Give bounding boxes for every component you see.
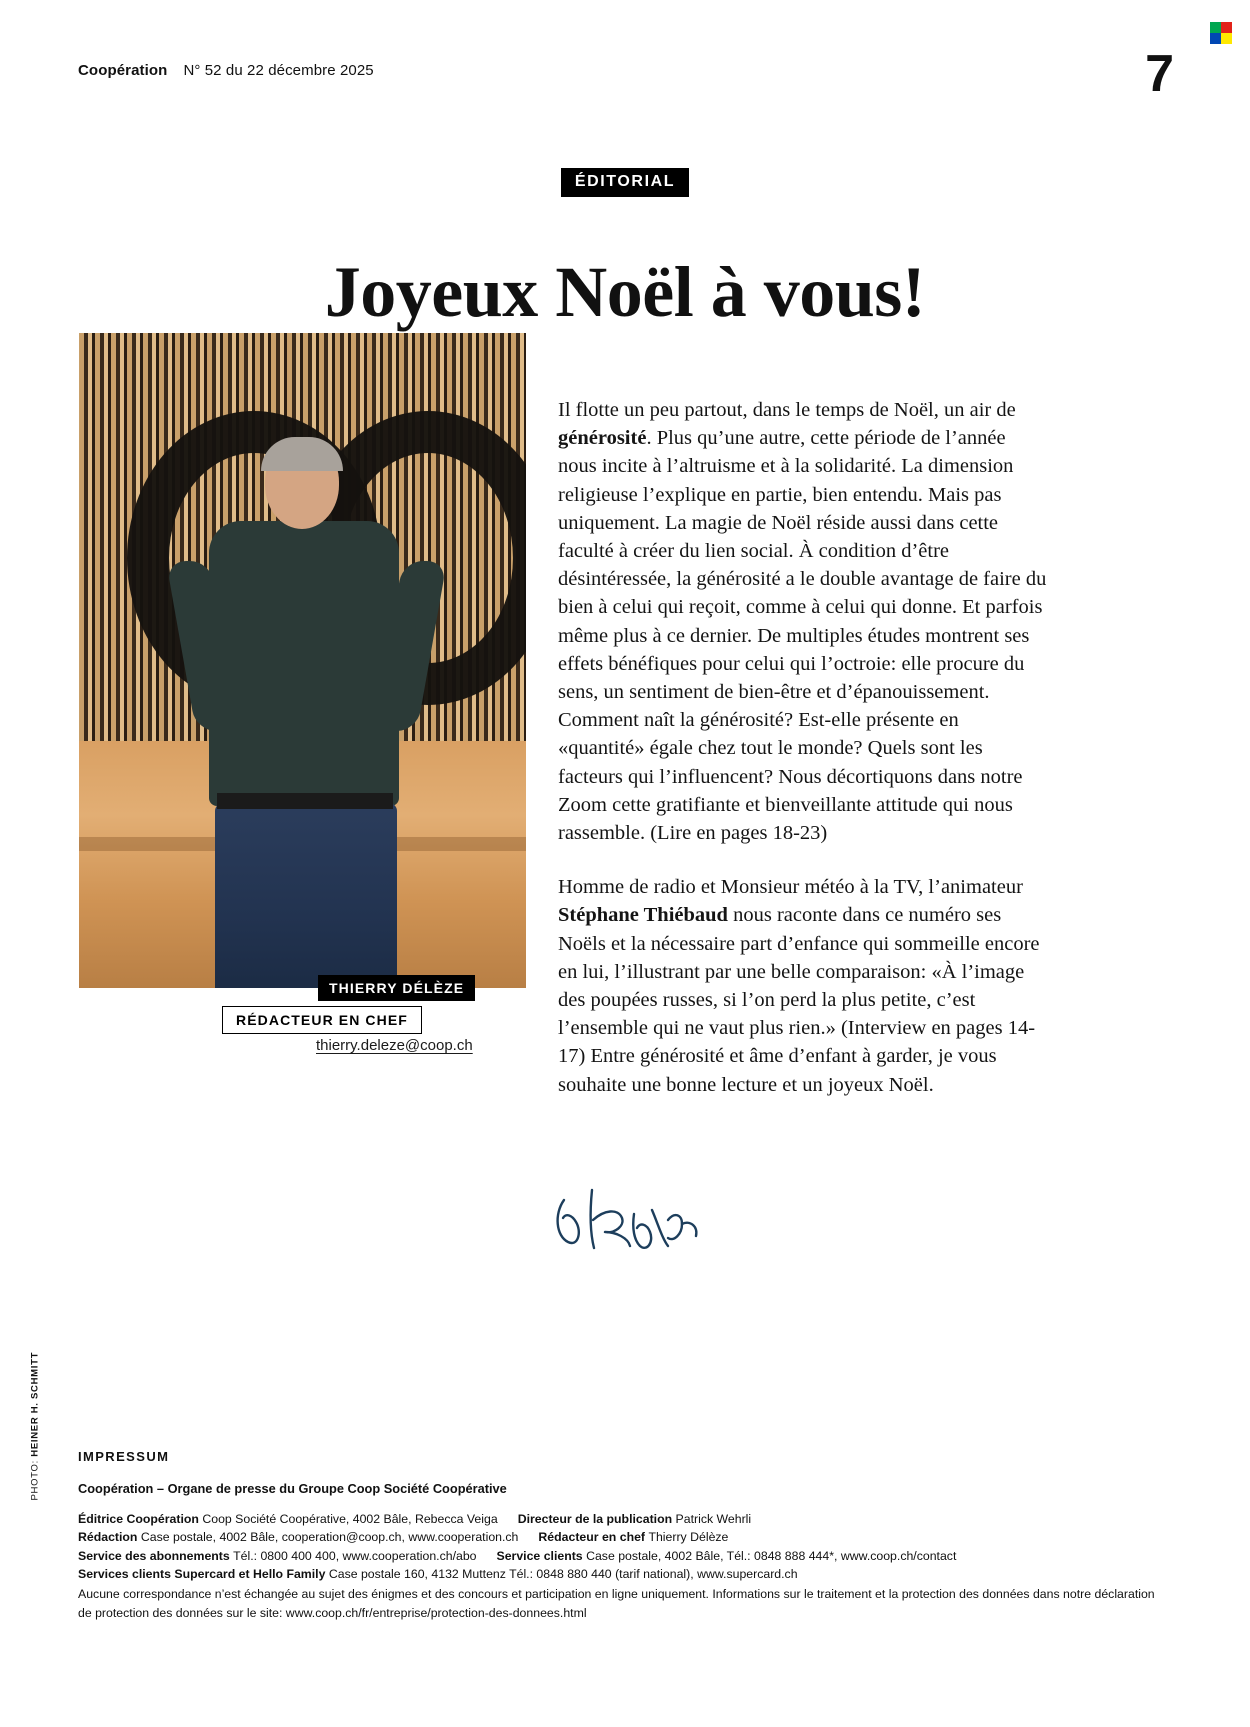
- impressum-label: Éditrice Coopération: [78, 1511, 203, 1526]
- impressum-line: [78, 1565, 1168, 1583]
- masthead: [78, 62, 374, 79]
- photo-person-belt: [217, 793, 393, 809]
- caption-editor-role: RÉDACTEUR EN CHEF: [222, 1006, 422, 1034]
- photo-person-shirt: [209, 521, 399, 806]
- reg-mark-blue: [1210, 33, 1221, 44]
- editor-portrait-photo: [79, 333, 526, 988]
- editorial-body: [558, 396, 1048, 1125]
- editorial-kicker-badge: ÉDITORIAL: [561, 168, 689, 197]
- photo-person-jeans: [215, 803, 397, 988]
- impressum-label: Service des abonnements: [78, 1548, 234, 1563]
- editorial-kicker-wrap: [0, 168, 1250, 197]
- editorial-paragraph: [558, 396, 1048, 847]
- impressum-value: Case postale 160, 4132 Muttenz Tél.: 0848 880 440 (tarif national), www.supercard.ch: [328, 1567, 798, 1582]
- editor-signature: [548, 1180, 728, 1270]
- photo-credit-photographer: HEINER H. SCHMITT: [29, 1351, 41, 1457]
- impressum-label: Directeur de la publication: [517, 1511, 676, 1526]
- impressum-label: Service clients: [496, 1548, 587, 1563]
- impressum-line: [78, 1510, 1168, 1528]
- editorial-emphasis: Stéphane Thiébaud: [558, 904, 728, 927]
- editorial-text: Homme de radio et Monsieur météo à la TV, l’animateur: [558, 876, 1023, 899]
- impressum-title: IMPRESSUM: [78, 1449, 170, 1464]
- impressum-value: Thierry Délèze: [648, 1530, 729, 1545]
- impressum-value: Case postale, 4002 Bâle, cooperation@coop.ch, www.cooperation.ch: [140, 1530, 519, 1545]
- registration-color-marks: [1210, 22, 1232, 44]
- impressum-line: [78, 1547, 1168, 1565]
- impressum-value: Case postale, 4002 Bâle, Tél.: 0848 888 444*, www.coop.ch/contact: [586, 1548, 957, 1563]
- reg-mark-green: [1210, 22, 1221, 33]
- page-title: Joyeux Noël à vous!: [324, 252, 926, 333]
- caption-editor-email-link[interactable]: thierry.deleze@coop.ch: [316, 1037, 473, 1054]
- impressum-label: Rédacteur en chef: [538, 1530, 649, 1545]
- reg-mark-red: [1221, 22, 1232, 33]
- issue-info: N° 52 du 22 décembre 2025: [183, 62, 374, 79]
- editorial-text: Il flotte un peu partout, dans le temps de Noël, un air de: [558, 399, 1016, 421]
- editorial-emphasis: générosité: [558, 427, 647, 450]
- impressum-note: Aucune correspondance n’est échangée au sujet des énigmes et des concours et participation en ligne uniquement. Informations sur le traitement et la protection des données dans notre déclaration de protection des données sur le site: www.coop.ch/fr/entreprise/protection-des-donnees.html: [78, 1587, 1155, 1620]
- photo-person: [199, 441, 414, 988]
- impressum-label: Rédaction: [78, 1530, 141, 1545]
- editorial-text: . Plus qu’une autre, cette période de l’année nous incite à l’altruisme et à la solidarité. La dimension religieuse l’explique en partie, bien entendu. Mais pas uniquement. La magie de Noël réside aussi dans cette faculté à créer du lien social. À condition d’être désintéressée, la générosité a le double avantage de faire du bien à celui qui reçoit, comme à celui qui donne. Et parfois même plus à ce dernier. De multiples études montrent ses effets bénéfiques pour celui qui l’octroie: elle procure du sens, un sentiment de bien-être et d’épanouissement. Comment naît la générosité? Est-elle présente en «quantité» égale chez tout le monde? Quels sont les facteurs qui l’influencent? Nous décortiquons dans notre Zoom cette gratifiante et bienveillante attitude qui nous rassemble. (Lire en pages 18-23): [558, 427, 1047, 845]
- photo-credit-label: PHOTO:: [29, 1460, 41, 1501]
- impressum-block: [78, 1448, 1168, 1622]
- impressum-entries: [78, 1510, 1168, 1584]
- impressum-lead: Coopération – Organe de presse du Groupe Coop Société Coopérative: [78, 1481, 507, 1497]
- publication-brand: Coopération: [78, 62, 168, 79]
- impressum-label: Services clients Supercard et Hello Family: [78, 1567, 329, 1582]
- caption-editor-name: THIERRY DÉLÈZE: [318, 975, 475, 1001]
- impressum-value: Patrick Wehrli: [675, 1511, 752, 1526]
- impressum-value: Coop Société Coopérative, 4002 Bâle, Rebecca Veiga: [202, 1511, 498, 1526]
- impressum-value: Tél.: 0800 400 400, www.cooperation.ch/abo: [233, 1548, 477, 1563]
- reg-mark-yellow: [1221, 33, 1232, 44]
- editorial-text: nous raconte dans ce numéro ses Noëls et la nécessaire part d’enfance qui sommeille encore en lui, l’illustrant par une belle comparaison: «À l’image des poupées russes, si l’on perd la plus petite, c’est l’ensemble qui ne vaut plus rien.» (Interview en pages 14-17) Entre générosité et âme d’enfant à garder, je vous souhaite une bonne lecture et un joyeux Noël.: [558, 904, 1040, 1096]
- impressum-line: [78, 1528, 1168, 1546]
- photo-credit: [30, 1321, 41, 1501]
- editorial-paragraph: [558, 873, 1048, 1099]
- photo-person-hair: [261, 437, 343, 471]
- page-number: 7: [1145, 45, 1172, 103]
